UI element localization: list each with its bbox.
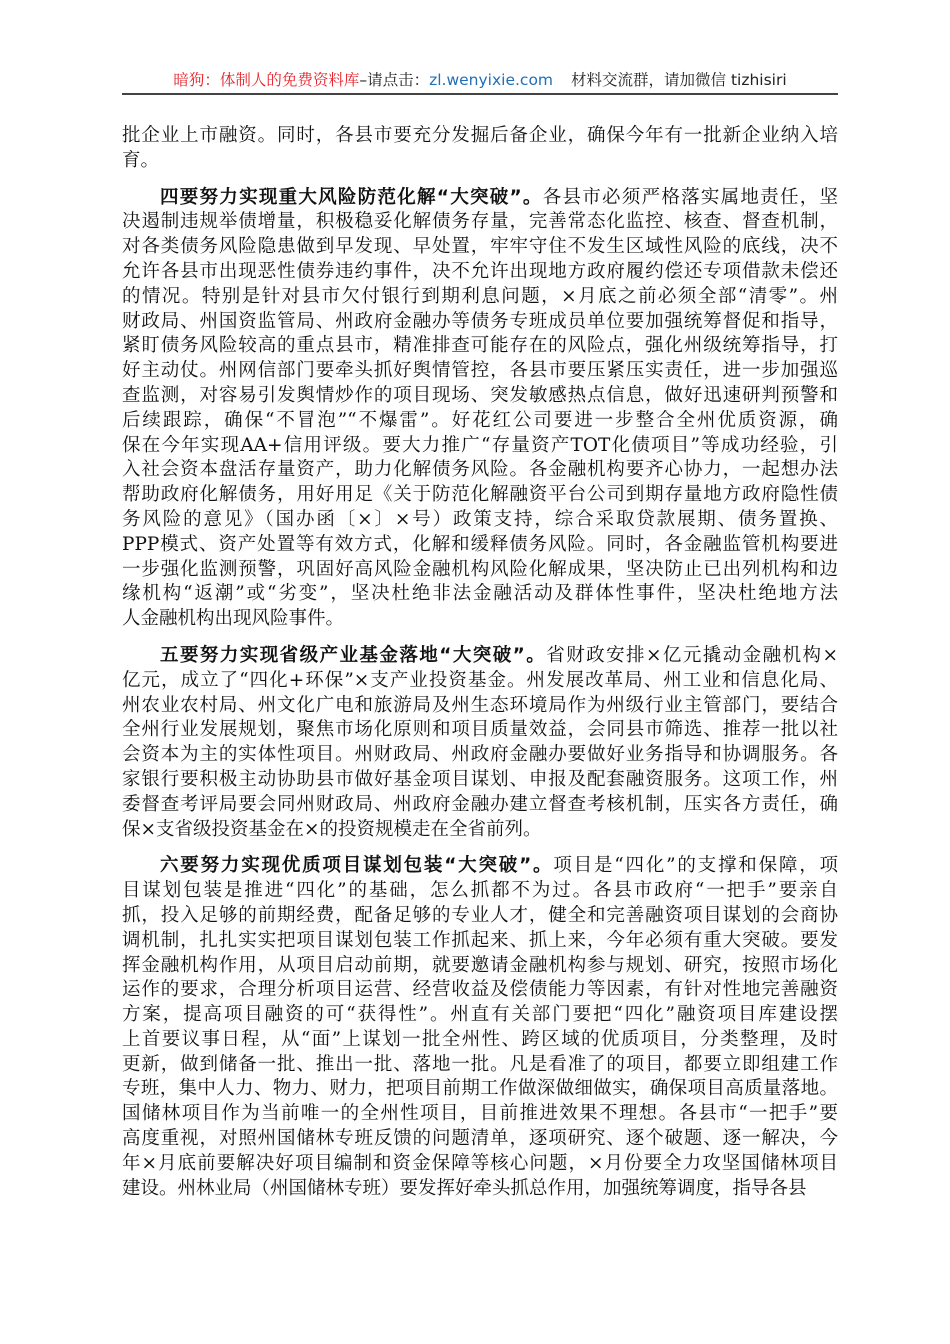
line-text: 批企业上市融资。同时，各县市要充分发掘后备企业，确保今年有一批新企业纳入培 <box>122 125 838 146</box>
paragraph <box>122 186 838 632</box>
line-text: PPP模式、资产处置等有效方式，化解和缓释债务风险。同时，各金融监管机构要进 <box>122 533 838 555</box>
text-line <box>122 718 838 743</box>
text-line <box>122 260 838 285</box>
site-name: 暗狗：体制人的免费资料库 <box>173 71 360 89</box>
line-text: 亿元，成立了“四化+环保”×支产业投资基金。州发展改革局、州工业和信息化局、 <box>122 669 838 691</box>
paragraph-heading: 六要努力实现优质项目谋划包装“大突破”。 <box>160 855 554 877</box>
text-line <box>122 818 838 843</box>
line-text: 州农业农村局、州文化广电和旅游局及州生态环境局作为州级行业主管部门，要结合 <box>122 694 838 716</box>
line-text: 委督查考评局要会同州财政局、州政府金融办建立督查考核机制，压实各方责任，确 <box>122 793 838 815</box>
line-text: 查监测，对容易引发舆情炒作的项目现场、突发敏感热点信息，做好迅速研判预警和 <box>122 384 838 406</box>
page-header <box>122 68 838 92</box>
line-text: 人金融机构出现风险事件。 <box>122 608 345 630</box>
line-text: 财政局、州国资监管局、州政府金融办等债务专班成员单位要加强统筹督促和指导， <box>122 310 838 332</box>
line-text: 的情况。特别是针对县市欠付银行到期利息问题，×月底之前必须全部“清零”。州 <box>122 285 838 307</box>
paragraph-heading: 五要努力实现省级产业基金落地“大突破”。 <box>160 644 547 666</box>
line-text: 挥金融机构作用，从项目启动前期，就要邀请金融机构参与规划、研究，按照市场化 <box>122 954 838 976</box>
text-line <box>122 743 838 768</box>
line-text: 育。 <box>122 149 160 171</box>
paragraph <box>122 854 838 1201</box>
text-line <box>122 458 838 483</box>
line-text: 抓，投入足够的前期经费，配备足够的专业人才，健全和完善融资项目谋划的会商协 <box>122 904 838 926</box>
text-line <box>122 210 838 235</box>
text-line <box>122 929 838 954</box>
line-text: 家银行要积极主动协助县市做好基金项目谋划、申报及配套融资服务。这项工作，州 <box>122 768 838 790</box>
paragraph <box>122 124 838 174</box>
text-line <box>122 854 838 879</box>
text-line <box>122 879 838 904</box>
line-text: 务风险的意见》（国办函〔×〕×号）政策支持，综合采取贷款展期、债务置换、 <box>122 508 838 530</box>
line-text: 建设。州林业局（州国储林专班）要发挥好牵头抓总作用，加强统筹调度，指导各县 <box>122 1177 807 1199</box>
text-line <box>122 285 838 310</box>
text-line <box>122 434 838 459</box>
line-text: 全州行业发展规划，聚焦市场化原则和项目质量效益，会同县市筛选、推荐一批以社 <box>122 719 838 741</box>
text-line <box>122 1077 838 1102</box>
line-text: 帮助政府化解债务，用好用足《关于防范化解融资平台公司到期存量地方政府隐性债 <box>122 484 838 506</box>
line-text: 上首要议事日程，从“面”上谋划一批全州性、跨区域的优质项目，分类整理，及时 <box>122 1028 838 1050</box>
line-text: 运作的要求，合理分析项目运营、经营收益及偿债能力等因素，有针对性地完善融资 <box>122 979 838 1001</box>
text-line <box>122 533 838 558</box>
text-line <box>122 334 838 359</box>
line-text: 一步强化监测预警，巩固好高风险金融机构风险化解成果，坚决防止已出列机构和边 <box>122 558 838 580</box>
line-text: 后续跟踪，确保“不冒泡”“不爆雷”。好花红公司要进一步整合全州优质资源，确 <box>122 409 838 431</box>
paragraph <box>122 644 838 842</box>
line-text: 方案，提高项目融资的可“获得性”。州直有关部门要把“四化”融资项目库建设摆 <box>122 1004 838 1026</box>
line-text: 国储林项目作为当前唯一的全州性项目，目前推进效果不理想。各县市“一把手”要 <box>122 1103 838 1125</box>
text-line <box>122 186 838 211</box>
contact-info: 材料交流群，请加微信 tizhisiri <box>571 71 787 89</box>
line-text: 缘机构“返潮”或“劣变”，坚决杜绝非法金融活动及群体性事件，坚决杜绝地方法 <box>122 583 838 605</box>
line-text: 对各类债务风险隐患做到早发现、早处置，牢牢守住不发生区域性风险的底线，决不 <box>122 236 838 258</box>
text-line <box>122 1102 838 1127</box>
text-line <box>122 954 838 979</box>
line-text: 保在今年实现AA+信用评级。要大力推广“存量资产TOT化债项目”等成功经验，引 <box>122 434 838 456</box>
line-text: 省财政安排×亿元撬动金融机构× <box>546 644 838 666</box>
line-text: 决遏制违规举债增量，积极稳妥化解债务存量，完善常态化监控、核查、督查机制， <box>122 211 838 233</box>
text-line <box>122 1127 838 1152</box>
text-line <box>122 483 838 508</box>
text-line <box>122 310 838 335</box>
line-text: 更新，做到储备一批、推出一批、落地一批。凡是看准了的项目，都要立即组建工作 <box>122 1053 838 1075</box>
line-text: 项目是“四化”的支撑和保障，项 <box>553 855 838 877</box>
line-text: 年×月底前要解决好项目编制和资金保障等核心问题，×月份要全力攻坚国储林项目 <box>122 1152 838 1174</box>
text-line <box>122 1152 838 1177</box>
text-line <box>122 235 838 260</box>
text-line <box>122 1028 838 1053</box>
document-body <box>122 124 838 1213</box>
text-line <box>122 904 838 929</box>
line-text: 专班，集中人力、物力、财力，把项目前期工作做深做细做实，确保项目高质量落地。 <box>122 1078 838 1100</box>
paragraph-heading: 四要努力实现重大风险防范化解“大突破”。 <box>160 186 543 208</box>
line-text: 好主动仗。州网信部门要牵头抓好舆情管控，各县市要压紧压实责任，进一步加强巡 <box>122 360 838 382</box>
text-line <box>122 644 838 669</box>
line-text: 高度重视，对照州国储林专班反馈的问题清单，逐项研究、逐个破题、逐一解决，今 <box>122 1128 838 1150</box>
text-line <box>122 558 838 583</box>
text-line <box>122 694 838 719</box>
text-line <box>122 582 838 607</box>
line-text: 保×支省级投资基金在×的投资规模走在全省前列。 <box>122 818 542 840</box>
text-line <box>122 1003 838 1028</box>
text-line <box>122 1053 838 1078</box>
line-text: 调机制，扎扎实实把项目谋划包装工作抓起来、抓上来，今年必须有重大突破。要发 <box>122 929 838 951</box>
text-line <box>122 607 838 632</box>
text-line <box>122 978 838 1003</box>
text-line <box>122 149 838 174</box>
text-line <box>122 1177 838 1202</box>
text-line <box>122 669 838 694</box>
site-url-link[interactable]: zl.wenyixie.com <box>429 71 554 89</box>
line-text: 允许各县市出现恶性债券违约事件，决不允许出现地方政府履约偿还专项借款未偿还 <box>122 260 838 282</box>
text-line <box>122 768 838 793</box>
text-line <box>122 508 838 533</box>
text-line <box>122 409 838 434</box>
line-text: 各县市必须严格落实属地责任，坚 <box>542 186 838 208</box>
line-text: 目谋划包装是推进“四化”的基础，怎么抓都不为过。各县市政府“一把手”要亲自 <box>122 880 838 902</box>
text-line <box>122 124 838 149</box>
line-text: 会资本为主的实体性项目。州财政局、州政府金融办要做好业务指导和协调服务。各 <box>122 744 838 766</box>
text-line <box>122 793 838 818</box>
text-line <box>122 384 838 409</box>
header-divider <box>122 93 838 95</box>
click-prompt: –请点击： <box>359 71 430 89</box>
line-text: 入社会资本盘活存量资产，助力化解债务风险。各金融机构要齐心协力，一起想办法 <box>122 459 838 481</box>
text-line <box>122 359 838 384</box>
line-text: 紧盯债务风险较高的重点县市，精准排查可能存在的风险点，强化州级统筹指导，打 <box>122 335 838 357</box>
